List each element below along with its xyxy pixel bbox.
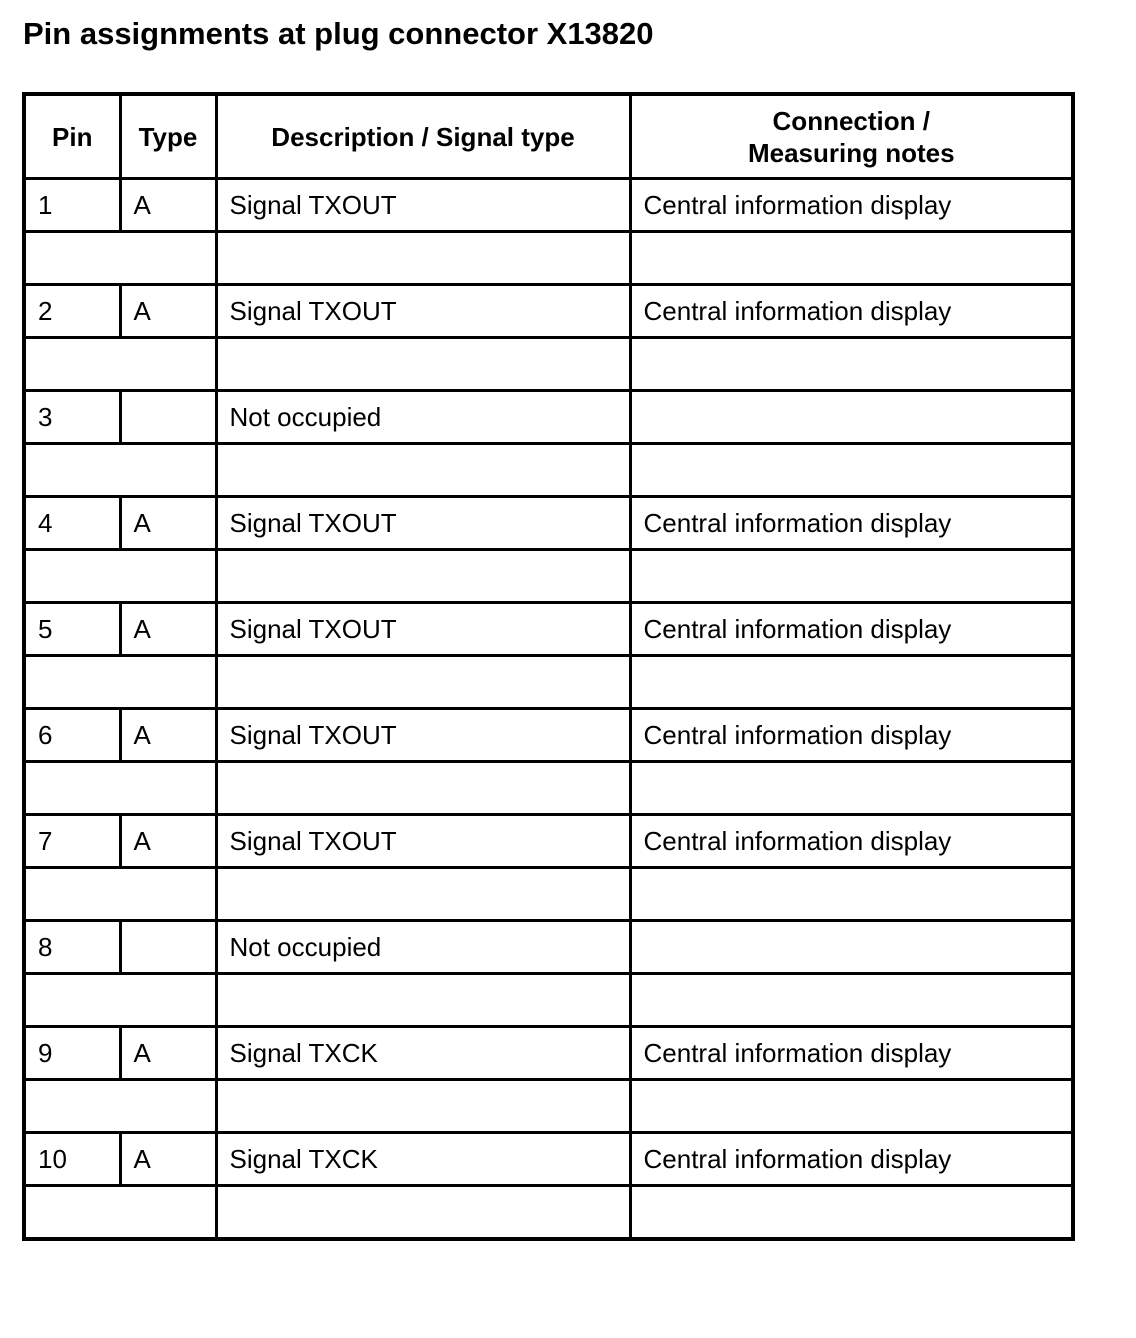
spacer-cell — [630, 1080, 1073, 1133]
cell-connection: Central information display — [630, 285, 1073, 338]
spacer-cell — [216, 338, 630, 391]
header-type: Type — [120, 94, 216, 179]
spacer-cell — [24, 338, 216, 391]
spacer-row — [24, 338, 1073, 391]
spacer-cell — [216, 550, 630, 603]
header-connection-line1: Connection / — [772, 105, 930, 136]
spacer-cell — [24, 762, 216, 815]
cell-connection: Central information display — [630, 815, 1073, 868]
spacer-cell — [24, 868, 216, 921]
spacer-cell — [630, 656, 1073, 709]
spacer-cell — [24, 656, 216, 709]
table-row — [24, 709, 1073, 762]
cell-connection: Central information display — [630, 603, 1073, 656]
spacer-cell — [630, 974, 1073, 1027]
cell-type: A — [120, 179, 216, 232]
spacer-row — [24, 444, 1073, 497]
cell-description: Signal TXOUT — [216, 709, 630, 762]
spacer-row — [24, 974, 1073, 1027]
header-connection-line2: Measuring notes — [747, 137, 955, 168]
spacer-cell — [216, 974, 630, 1027]
spacer-cell — [24, 1080, 216, 1133]
spacer-cell — [630, 762, 1073, 815]
table-row — [24, 603, 1073, 656]
spacer-cell — [216, 762, 630, 815]
cell-type — [120, 391, 216, 444]
cell-description: Not occupied — [216, 921, 630, 974]
table-row — [24, 1027, 1073, 1080]
table-row — [24, 815, 1073, 868]
spacer-cell — [24, 550, 216, 603]
spacer-cell — [24, 444, 216, 497]
spacer-cell — [216, 868, 630, 921]
spacer-cell — [24, 1186, 216, 1240]
table-row — [24, 391, 1073, 444]
spacer-cell — [630, 338, 1073, 391]
cell-description: Signal TXOUT — [216, 179, 630, 232]
spacer-row — [24, 868, 1073, 921]
header-connection — [630, 94, 1073, 179]
cell-type: A — [120, 1133, 216, 1186]
spacer-row — [24, 762, 1073, 815]
cell-connection: Central information display — [630, 709, 1073, 762]
cell-description: Not occupied — [216, 391, 630, 444]
cell-pin: 3 — [24, 391, 120, 444]
spacer-row — [24, 656, 1073, 709]
table-row — [24, 1133, 1073, 1186]
header-description: Description / Signal type — [216, 94, 630, 179]
cell-connection — [630, 391, 1073, 444]
page-title: Pin assignments at plug connector X13820 — [23, 16, 654, 51]
cell-connection — [630, 921, 1073, 974]
table-row — [24, 497, 1073, 550]
cell-type: A — [120, 603, 216, 656]
cell-description: Signal TXCK — [216, 1133, 630, 1186]
spacer-cell — [24, 232, 216, 285]
cell-description: Signal TXOUT — [216, 497, 630, 550]
spacer-cell — [24, 974, 216, 1027]
table-row — [24, 921, 1073, 974]
cell-pin: 6 — [24, 709, 120, 762]
spacer-cell — [216, 1186, 630, 1240]
cell-connection: Central information display — [630, 179, 1073, 232]
table-body — [24, 179, 1073, 1240]
spacer-cell — [216, 1080, 630, 1133]
cell-pin: 4 — [24, 497, 120, 550]
cell-type: A — [120, 815, 216, 868]
cell-description: Signal TXOUT — [216, 603, 630, 656]
spacer-row — [24, 232, 1073, 285]
cell-connection: Central information display — [630, 1133, 1073, 1186]
cell-type: A — [120, 497, 216, 550]
spacer-row — [24, 1080, 1073, 1133]
cell-pin: 5 — [24, 603, 120, 656]
cell-type: A — [120, 1027, 216, 1080]
spacer-cell — [630, 444, 1073, 497]
spacer-row — [24, 550, 1073, 603]
cell-pin: 9 — [24, 1027, 120, 1080]
spacer-cell — [630, 1186, 1073, 1240]
header-pin: Pin — [24, 94, 120, 179]
cell-connection: Central information display — [630, 497, 1073, 550]
cell-description: Signal TXOUT — [216, 815, 630, 868]
cell-description: Signal TXOUT — [216, 285, 630, 338]
table-row — [24, 285, 1073, 338]
cell-description: Signal TXCK — [216, 1027, 630, 1080]
spacer-cell — [216, 232, 630, 285]
pin-assignment-table — [22, 92, 1075, 1241]
cell-pin: 1 — [24, 179, 120, 232]
cell-pin: 8 — [24, 921, 120, 974]
table-header-row — [24, 94, 1073, 179]
cell-type: A — [120, 285, 216, 338]
spacer-cell — [216, 444, 630, 497]
cell-pin: 7 — [24, 815, 120, 868]
spacer-cell — [630, 868, 1073, 921]
spacer-cell — [630, 550, 1073, 603]
cell-type: A — [120, 709, 216, 762]
cell-connection: Central information display — [630, 1027, 1073, 1080]
cell-pin: 2 — [24, 285, 120, 338]
spacer-cell — [216, 656, 630, 709]
spacer-row — [24, 1186, 1073, 1240]
cell-pin: 10 — [24, 1133, 120, 1186]
cell-type — [120, 921, 216, 974]
spacer-cell — [630, 232, 1073, 285]
table-row — [24, 179, 1073, 232]
